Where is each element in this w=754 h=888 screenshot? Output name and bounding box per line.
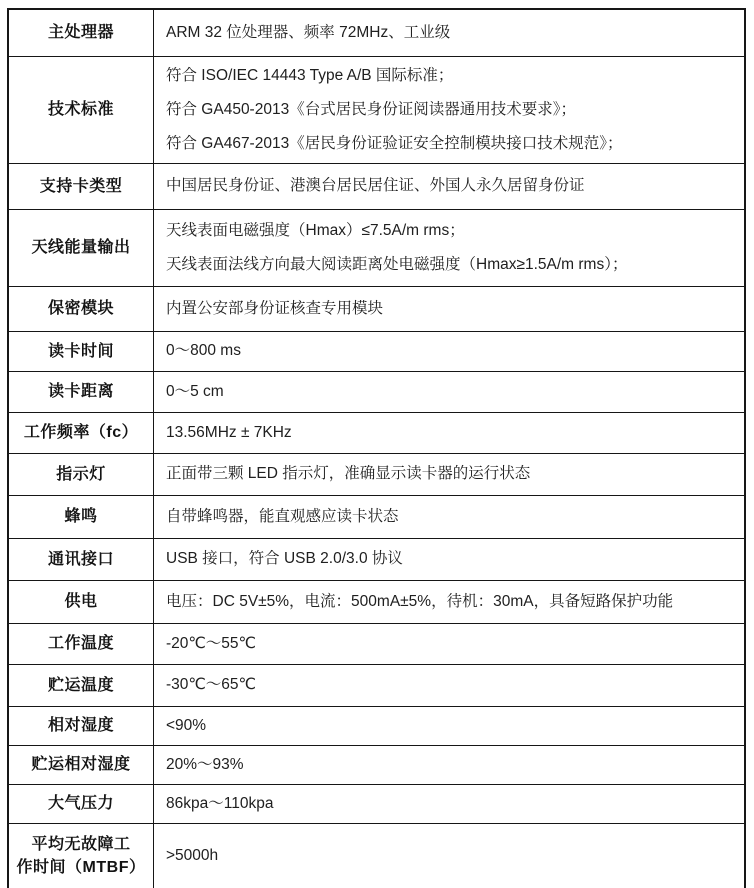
- spec-label-text: 天线能量输出: [31, 239, 131, 256]
- spec-value-text: ARM 32 位处理器、频率 72MHz、工业级: [166, 23, 451, 41]
- spec-label-text: 保密模块: [47, 300, 114, 317]
- spec-value-text: <90%: [166, 716, 207, 734]
- spec-label-text: 贮运温度: [47, 676, 114, 694]
- spec-label: [8, 56, 154, 163]
- spec-label-text: 贮运相对湿度: [31, 756, 131, 773]
- spec-value-text: -20℃～55℃: [166, 634, 256, 652]
- table-row-operating-frequency: [8, 412, 745, 453]
- spec-label-text: 读卡时间: [47, 342, 114, 360]
- spec-value: [154, 823, 746, 888]
- spec-value: [154, 209, 746, 286]
- spec-value-text: -30℃～65℃: [166, 676, 256, 693]
- spec-value-text: 符合 GA450-2013《台式居民身份证阅读器通用技术要求》；: [166, 100, 576, 118]
- spec-label-text: 蜂鸣: [64, 508, 98, 525]
- spec-value-text: 符合 GA467-2013《居民身份证验证安全控制模块接口技术规范》；: [166, 134, 623, 152]
- table-row-antenna-output: [8, 209, 745, 286]
- spec-label-text: 读卡距离: [47, 383, 114, 400]
- spec-label: [8, 371, 154, 412]
- spec-value-text: 符合 ISO/IEC 14443 Type A/B 国际标准；: [166, 66, 454, 84]
- table-row-atmospheric-pressure: [8, 784, 745, 823]
- spec-label: [8, 706, 154, 745]
- spec-label: [8, 580, 154, 623]
- spec-value-text: 内置公安部身份证核查专用模块: [166, 299, 384, 317]
- spec-label: [8, 209, 154, 286]
- spec-label: [8, 412, 154, 453]
- table-row-communication-interface: [8, 538, 745, 580]
- spec-label: [8, 453, 154, 495]
- spec-value: [154, 784, 746, 823]
- spec-label-text: 工作频率（fc）: [23, 424, 139, 441]
- table-row-read-time: [8, 331, 745, 371]
- spec-label-text: 主处理器: [47, 24, 114, 42]
- spec-table-container: [7, 8, 746, 888]
- spec-label: [8, 745, 154, 784]
- spec-value-text: 13.56MHz ± 7KHz: [166, 423, 292, 441]
- table-row-supported-cards: [8, 163, 745, 209]
- table-row-power-supply: [8, 580, 745, 623]
- spec-value-text: 天线表面电磁强度（Hmax）≤7.5A/m rms；: [166, 221, 465, 239]
- spec-label: [8, 9, 154, 56]
- spec-label: [8, 664, 154, 706]
- spec-label-text: 大气压力: [47, 795, 114, 812]
- spec-label-text: 供电: [64, 593, 98, 610]
- spec-label-text: 技术标准: [47, 101, 114, 118]
- table-row-operating-temperature: [8, 623, 745, 664]
- spec-value: [154, 9, 746, 56]
- spec-label: [8, 823, 154, 888]
- spec-value-text: 正面带三颗 LED 指示灯，准确显示读卡器的运行状态: [166, 465, 531, 482]
- spec-value-text: 0～5 cm: [166, 382, 224, 400]
- spec-label-text: 平均无故障工: [31, 836, 131, 854]
- spec-value-text: 中国居民身份证、港澳台居民居住证、外国人永久居留身份证: [166, 177, 585, 194]
- spec-value: [154, 286, 746, 331]
- spec-label-text: 工作温度: [47, 635, 114, 652]
- spec-value: [154, 664, 746, 706]
- spec-value: [154, 163, 746, 209]
- spec-value: [154, 623, 746, 664]
- spec-label-text: 通讯接口: [47, 550, 114, 568]
- spec-value: [154, 706, 746, 745]
- spec-value: [154, 453, 746, 495]
- spec-label: [8, 495, 154, 538]
- spec-value: [154, 412, 746, 453]
- spec-value-text: 20%～93%: [166, 755, 244, 773]
- spec-value-text: USB 接口，符合 USB 2.0/3.0 协议: [166, 550, 403, 567]
- spec-label: [8, 286, 154, 331]
- table-row-storage-relative-humidity: [8, 745, 745, 784]
- spec-label: [8, 623, 154, 664]
- spec-label-text: 相对湿度: [47, 717, 114, 734]
- table-row-relative-humidity: [8, 706, 745, 745]
- spec-value: [154, 538, 746, 580]
- spec-label: [8, 538, 154, 580]
- table-row-read-distance: [8, 371, 745, 412]
- spec-table: [7, 8, 746, 888]
- spec-label: [8, 331, 154, 371]
- spec-label-text: 支持卡类型: [39, 177, 123, 195]
- spec-value: [154, 371, 746, 412]
- spec-value-text: 天线表面法线方向最大阅读距离处电磁强度（Hmax≥1.5A/m rms）；: [166, 255, 628, 273]
- table-row-buzzer: [8, 495, 745, 538]
- spec-value: [154, 331, 746, 371]
- table-row-security-module: [8, 286, 745, 331]
- spec-value: [154, 580, 746, 623]
- table-row-mtbf: [8, 823, 745, 888]
- spec-label-text: 作时间（MTBF）: [16, 859, 146, 877]
- spec-value: [154, 745, 746, 784]
- spec-value-text: 86kpa～110kpa: [166, 794, 274, 812]
- spec-value-text: 0～800 ms: [166, 342, 241, 359]
- spec-value-text: 自带蜂鸣器，能直观感应读卡状态: [166, 507, 399, 525]
- table-row-indicator-lights: [8, 453, 745, 495]
- spec-value-text: >5000h: [166, 847, 219, 865]
- spec-label: [8, 784, 154, 823]
- spec-value-text: 电压：DC 5V±5%，电流：500mA±5%，待机：30mA，具备短路保护功能: [166, 592, 674, 610]
- table-row-technical-standards: [8, 56, 745, 163]
- spec-label: [8, 163, 154, 209]
- table-row-storage-temperature: [8, 664, 745, 706]
- table-row-main-processor: [8, 9, 745, 56]
- spec-value: [154, 56, 746, 163]
- spec-label-text: 指示灯: [56, 465, 106, 483]
- spec-value: [154, 495, 746, 538]
